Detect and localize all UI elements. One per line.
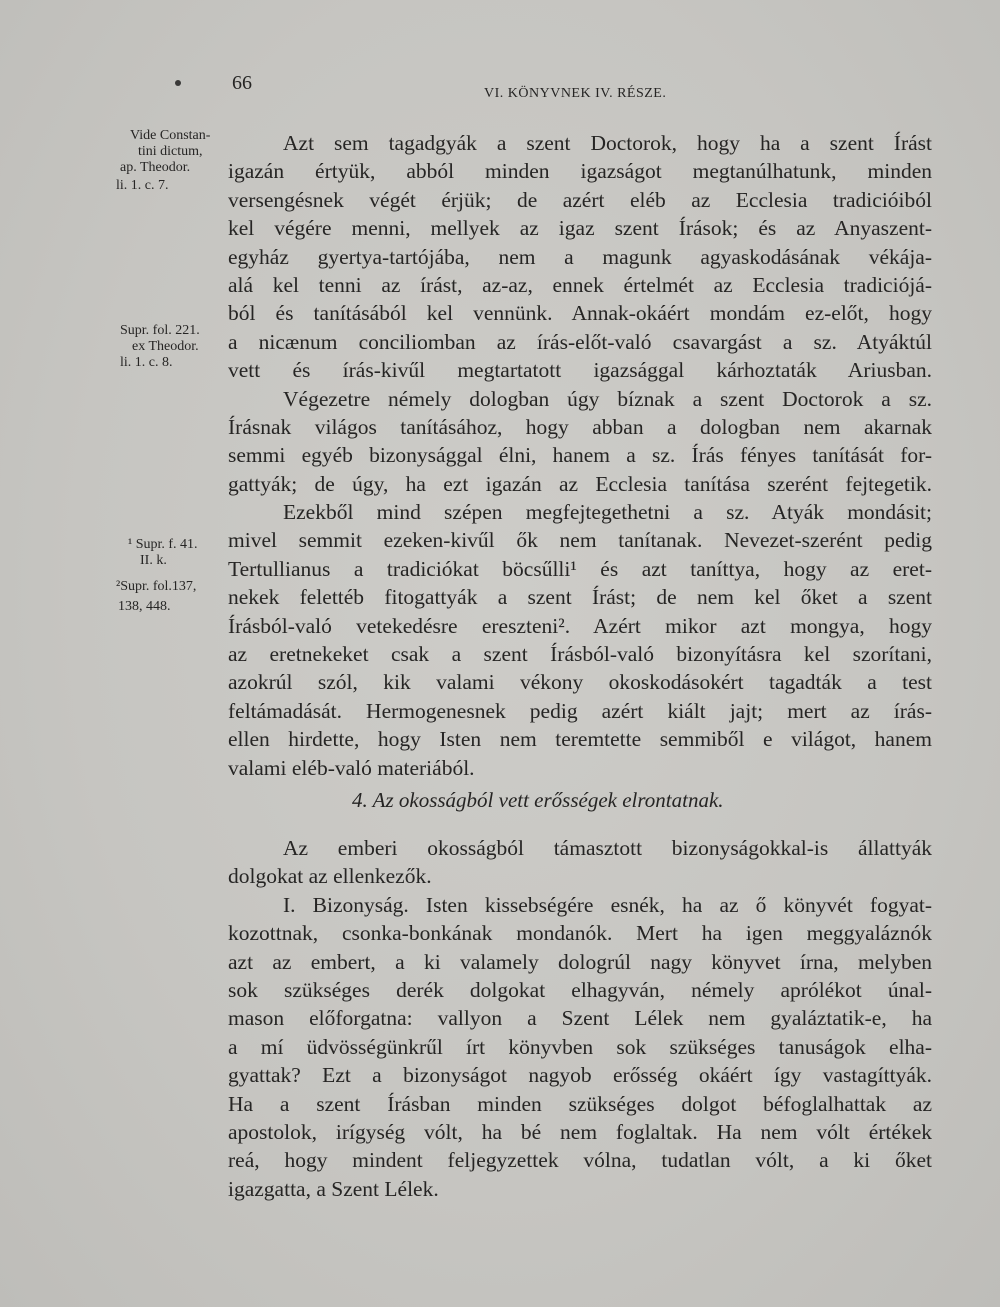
text-line: azokrúl szól, kik valami vékony okoskodásokért tagadták a test xyxy=(228,670,932,695)
text-line: sok szükséges derék dolgokat elhagyván, némely aprólékot únal- xyxy=(228,977,932,1002)
body-text-block-2 xyxy=(228,834,932,1203)
margin-note-line: 138, 448. xyxy=(118,599,171,614)
text-line: dolgokat az ellenkezők. xyxy=(228,864,432,889)
margin-note-line: ex Theodor. xyxy=(132,339,199,354)
text-line: reá, hogy mindent feljegyzettek vólna, tudatlan vólt, a ki őket xyxy=(228,1148,932,1173)
text-line: kozottnak, csonka-bonkának mondanók. Mert ha igen meggyaláznók xyxy=(228,921,932,946)
text-line: a mí üdvösségünkrűl írt könyvben sok szükséges tanuságok elha- xyxy=(228,1034,932,1059)
text-line: igazán értyük, abból minden igazságot megtanúlhatunk, minden xyxy=(228,159,932,184)
page-number: 66 xyxy=(232,72,252,94)
text-line: Ha a szent Írásban minden szükséges dolgot béfoglalhattak az xyxy=(228,1091,932,1116)
text-line: a nicænum conciliomban az írás-előt-való csavargást a sz. Atyáktúl xyxy=(228,329,932,354)
text-line: mason előforgatna: vallyon a Szent Lélek nem gyaláztatik-e, ha xyxy=(228,1006,932,1031)
margin-note-line: Vide Constan- xyxy=(130,128,211,143)
text-line: Végezetre némely dologban úgy bíznak a szent Doctorok a sz. xyxy=(283,386,932,411)
text-line: versengésnek végét érjük; de azért eléb az Ecclesia tradicióiból xyxy=(228,187,932,212)
text-line: Írásnak világos tanításához, hogy abban a dologban nem akarnak xyxy=(228,414,932,439)
margin-note-line: li. 1. c. 7. xyxy=(116,178,169,193)
text-line: valami eléb-való materiából. xyxy=(228,755,475,780)
text-line: Ezekből mind szépen megfejtegethetni a sz. Atyák mondásit; xyxy=(283,500,932,525)
text-line: mivel semmit ezeken-kivűl ők nem tanítanak. Nevezet-szerént pedig xyxy=(228,528,932,553)
margin-note-line: ²Supr. fol.137, xyxy=(116,579,197,594)
text-line: egyház gyertya-tartójába, nem a magunk agyaskodásának vékája- xyxy=(228,244,932,269)
text-line: Az emberi okosságból támasztott bizonyságokkal-is állattyák xyxy=(283,836,932,860)
body-text-block-1 xyxy=(228,129,932,782)
text-line: gyattak? Ezt a bizonyságot nagyob erősség okáért így vastagíttyák. xyxy=(228,1063,932,1088)
text-line: apostolok, irígység vólt, ha bé nem foglaltak. Ha nem vólt értékek xyxy=(228,1119,932,1144)
text-line: ellen hirdette, hogy Isten nem teremtette semmiből e világot, hanem xyxy=(228,727,932,752)
text-line: azt az embert, a ki valamely dologrúl nagy könyvet írna, melyben xyxy=(228,949,932,974)
margin-note-line: II. k. xyxy=(140,553,167,568)
margin-note-constantini xyxy=(116,128,211,194)
text-line: igazgatta, a Szent Lélek. xyxy=(228,1176,439,1201)
text-line: ból és tanításából kel vennünk. Annak-okáért mondám ez-előt, hogy xyxy=(228,301,932,326)
margin-note-line: li. 1. c. 8. xyxy=(120,355,173,370)
margin-note-line: tini dictum, xyxy=(138,144,203,159)
text-line: vett és írás-kivűl megtartatott igazsággal kárhoztaták Ariusban. xyxy=(228,358,932,383)
text-line: kel végére menni, mellyek az igaz szent Írások; és az Anyaszent- xyxy=(228,216,932,241)
text-line: semmi egyéb bizonysággal élni, hanem a sz. Írás fényes tanítását for- xyxy=(228,443,932,468)
margin-note-line: ap. Theodor. xyxy=(120,160,191,175)
running-head: VI. KÖNYVNEK IV. RÉSZE. xyxy=(484,86,667,101)
section-heading: 4. Az okosságból vett erősségek elrontatnak. xyxy=(352,788,724,812)
margin-note-line: ¹ Supr. f. 41. xyxy=(128,537,198,552)
text-line: gattyák; de úgy, ha ezt igazán az Ecclesia tanítása szerént fejtegetik. xyxy=(228,471,932,496)
text-line: Azt sem tagadgyák a szent Doctorok, hogy ha a szent Írást xyxy=(283,131,932,155)
margin-note-supr-221 xyxy=(120,323,200,371)
text-line: nekek felettéb fitogattyák a szent Írást; de nem kel őket a szent xyxy=(228,585,932,610)
text-line: Írásból-való vetekedésre ereszteni². Azért mikor azt mongya, hogy xyxy=(228,613,932,638)
ink-dot xyxy=(175,80,181,86)
text-line: Tertullianus a tradiciókat böcsűlli¹ és azt taníttya, hogy az eret- xyxy=(228,556,932,581)
text-line: feltámadását. Hermogenesnek pedig azért kiált jajt; mert az írás- xyxy=(228,698,932,723)
text-line: alá kel tenni az írást, az-az, ennek értelmét az Ecclesia tradiciójá- xyxy=(228,272,932,297)
margin-note-line: Supr. fol. 221. xyxy=(120,323,200,338)
margin-note-supr-41 xyxy=(116,537,198,615)
text-line: az eretnekeket csak a szent Írásból-való bizonyításra kel szorítani, xyxy=(228,642,932,667)
text-line: I. Bizonyság. Isten kissebségére esnék, ha az ő könyvét fogyat- xyxy=(283,892,932,917)
